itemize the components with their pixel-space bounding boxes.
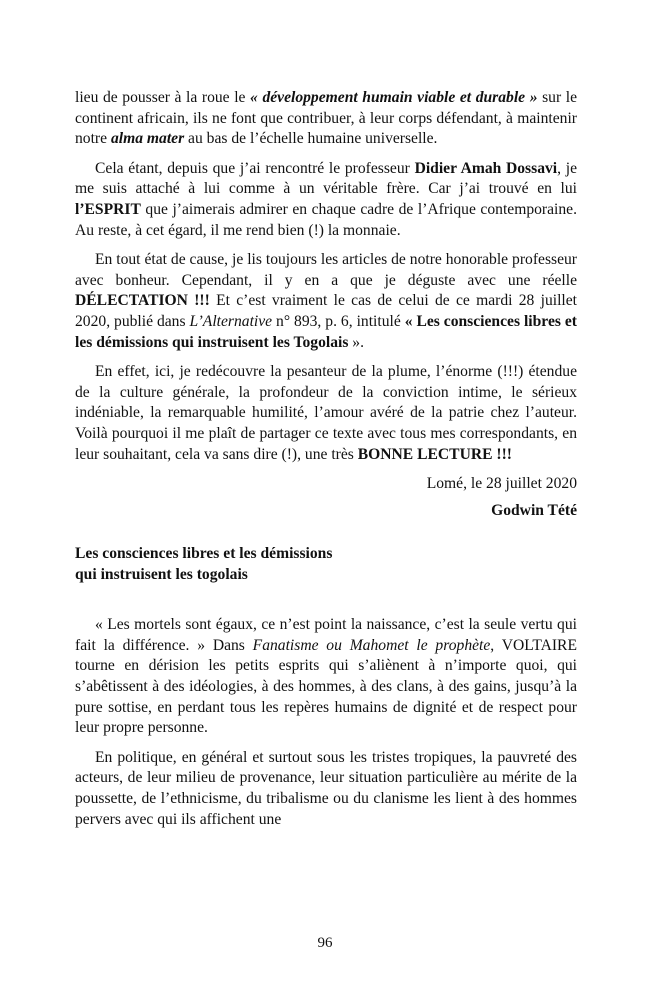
text-run: au bas de l’échelle humaine universelle. (184, 130, 438, 148)
paragraph-1 (75, 88, 577, 150)
text-run: lieu de pousser à la roue le (75, 89, 251, 106)
publication-title: L’Alternative (189, 312, 273, 330)
page-body (75, 88, 577, 839)
emphasis-bonne-lecture: BONNE LECTURE !!! (357, 445, 512, 463)
emphasis-quote: « développement humain viable et durable » (250, 89, 538, 106)
signature-author: Godwin Tété (491, 501, 577, 519)
section-heading (75, 543, 577, 585)
emphasis-esprit: l’ESPRIT (75, 200, 141, 218)
paragraph-6 (75, 748, 577, 830)
text-run: Cela étant, depuis que j’ai rencontré le professeur (95, 159, 415, 177)
paragraph-3 (75, 250, 577, 353)
paragraph-5 (75, 615, 577, 739)
signature-place-date: Lomé, le 28 juillet 2020 (426, 475, 577, 493)
text-run: Et c’est vraiment le cas de celui de ce mardi 28 juillet 2020, publié dans (75, 292, 577, 330)
text-run: En politique, en général et surtout sous les tristes tropiques, la pauvreté des acteurs, de leur milieu de provenance, leur situation particulière au mérite de la poussette, de l’ethnicisme, du tribalisme ou du clanisme les lient à des hommes pervers avec qui ils affichent une (75, 748, 577, 828)
text-run: n° 893, p. 6, intitulé (272, 312, 405, 330)
text-run: , je me suis attaché à lui comme à un véritable frère. Car j’ai trouvé en lui (75, 159, 577, 198)
emphasis-delectation: DÉLECTATION !!! (75, 292, 210, 310)
text-run: En effet, ici, je redécouvre la pesanteur de la plume, l’énorme (!!!) étendue de la culture générale, la profondeur de la conviction intime, le sérieux indéniable, la remarquable humilité, l’amour avéré de la patrie chez l’auteur. Voilà pourquoi il me plaît de partager ce texte avec tous mes correspondants, en leur souhaitant, cela va sans dire (!), une très (75, 363, 577, 463)
text-run: , VOLTAIRE tourne en dérision les petits esprits qui s’aliènent à n’importe quoi, qui s’abêtissent à des idéologies, à des hommes, à des clans, à des gains, jusqu’à la pure sottise, en perdant tous les repères humains de dignité et de respect pour leur propre personne. (75, 636, 577, 737)
text-run: En tout état de cause, je lis toujours les articles de notre honorable professeur avec bonheur. Cependant, il y en a que je déguste avec une réelle (75, 251, 577, 289)
person-name: Didier Amah Dossavi (414, 159, 558, 177)
page-number: 96 (317, 935, 333, 951)
heading-line-1: Les consciences libres et les démissions (75, 545, 333, 563)
book-title: Fanatisme ou Mahomet le prophète (252, 636, 491, 654)
article-title: « Les consciences libres et les démissions qui instruisent les Togolais (75, 312, 577, 351)
paragraph-2 (75, 159, 577, 241)
paragraph-4 (75, 362, 577, 465)
text-run: sur le continent africain, ils ne font que contribuer, à leur corps défendant, à maintenir notre (75, 89, 578, 148)
text-run: « Les mortels sont égaux, ce n’est point la naissance, c’est la seule vertu qui fait la différence. » Dans (75, 616, 577, 654)
text-run: que j’aimerais admirer en chaque cadre de l’Afrique contemporaine. Au reste, à cet égard, il me rend bien (!) la monnaie. (75, 200, 577, 239)
emphasis-alma-mater: alma mater (110, 130, 185, 148)
text-run: ». (348, 333, 364, 351)
heading-line-2: qui instruisent les togolais (75, 566, 248, 584)
